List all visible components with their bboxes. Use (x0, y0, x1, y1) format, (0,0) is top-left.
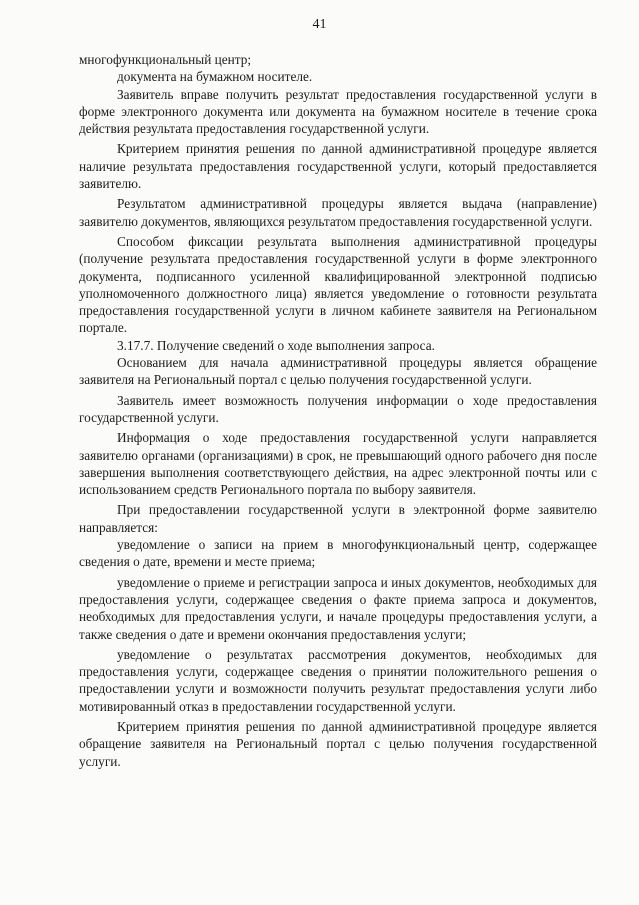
paragraph: Критерием принятия решения по данной административной процедуре является обращение заявителя на Региональный портал с целью получения государственной услуги. (79, 718, 597, 769)
paragraph: Критерием принятия решения по данной административной процедуре является наличие результата предоставления государственной услуги, который предоставляется заявителю. (79, 141, 597, 192)
paragraph: многофункциональный центр; (79, 52, 252, 67)
list-item: уведомление о результатах рассмотрения документов, необходимых для предоставления услуги, содержащее сведения о принятии положительного решения о предоставлении услуги и возможности получить результат предоставления услуги либо мотивированный отказ в предоставлении государственной услуги. (79, 646, 597, 714)
page-number: 41 (312, 17, 327, 32)
paragraph: Результатом административной процедуры является выдача (направление) заявителю документов, являющихся результатом предоставления государственной услуги. (79, 196, 597, 229)
body-text (79, 51, 597, 770)
section-heading: 3.17.7. Получение сведений о ходе выполнения запроса. (117, 337, 435, 353)
list-item: уведомление о записи на прием в многофункциональный центр, содержащее сведения о дате, времени и месте приема; (79, 537, 597, 570)
list-item: уведомление о приеме и регистрации запроса и иных документов, необходимых для предоставления услуги, содержащее сведения о факте приема запроса и документов, необходимых для предоставления услуги, и начале процедуры предоставления услуги, а также сведения о дате и времени окончания предоставления услуги; (79, 574, 597, 642)
paragraph: Способом фиксации результата выполнения административной процедуры (получение результата предоставления государственной услуги в форме электронного документа, подписанного усиленной квалифицированной электронной подписью уполномоченного должностного лица) является уведомление о готовности результата предоставления государственной услуги в личном кабинете заявителя на Региональном портале. (79, 233, 597, 336)
paragraph: Заявитель имеет возможность получения информации о ходе предоставления государственной услуги. (79, 392, 597, 425)
paragraph: документа на бумажном носителе. (117, 69, 313, 85)
paragraph: Заявитель вправе получить результат предоставления государственной услуги в форме электронного документа или документа на бумажном носителе в течение срока действия результата предоставления государственной услуги. (79, 86, 597, 137)
paragraph: При предоставлении государственной услуги в электронной форме заявителю направляется: (79, 502, 597, 535)
paragraph: Информация о ходе предоставления государственной услуги направляется заявителю органами (организациями) в срок, не превышающий одного рабочего дня после завершения выполнения соответствующего действия, на адрес электронной почты или с использованием средств Регионального портала по выбору заявителя. (79, 430, 597, 498)
paragraph: Основанием для начала административной процедуры является обращение заявителя на Региональный портал с целью получения государственной услуги. (79, 355, 597, 388)
